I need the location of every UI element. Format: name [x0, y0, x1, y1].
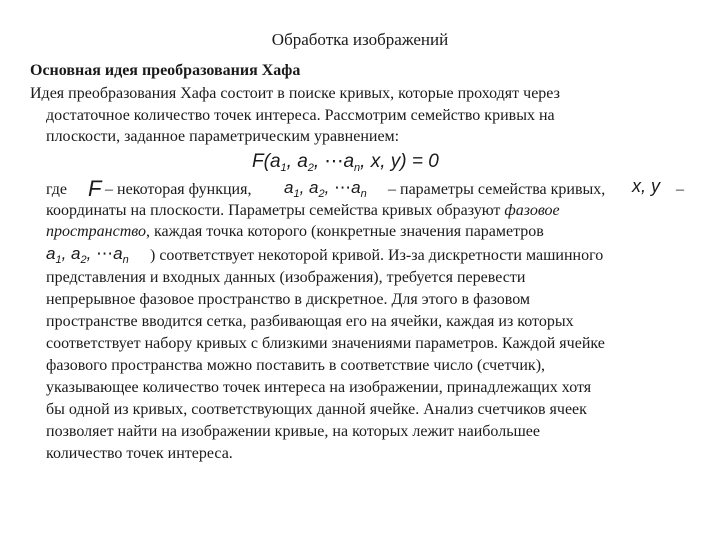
body-line-fragment: –	[676, 181, 684, 198]
body-line: указывающее количество точек интереса на изображении, принадлежащих хотя	[46, 379, 592, 396]
slide-title: Обработка изображений	[271, 30, 449, 49]
term-phase: фазовое	[504, 202, 560, 219]
body-line: представления и входных данных (изображения), требуется перевести	[46, 269, 526, 286]
section-heading: Основная идея преобразования Хафа	[30, 62, 301, 79]
parametric-equation: $F(a_1$, $a_2$, $\cdots a_n$, x, y) = 0	[252, 151, 439, 174]
body-line: бы одной из кривых, соответствующих данной ячейке. Анализ счетчиков ячеек	[46, 401, 587, 418]
body-line: непрерывное фазовое пространство в дискретное. Для этого в фазовом	[46, 291, 531, 308]
body-line: пространство, каждая точка которого (конкретные значения параметров	[46, 223, 544, 240]
body-line-fragment: – параметры семейства кривых,	[388, 181, 606, 198]
body-line: количество точек интереса.	[46, 445, 233, 462]
body-line: Идея преобразования Хафа состоит в поиске кривых, которые проходят через	[30, 85, 560, 102]
body-line: координаты на плоскости. Параметры семейства кривых образуют фазовое	[46, 202, 560, 219]
term-space: пространство	[46, 223, 146, 240]
body-line: ) соответствует некоторой кривой. Из-за дискретности машинного	[150, 247, 604, 264]
body-line-fragment: – некоторая функция,	[105, 181, 252, 198]
body-line: достаточное количество точек интереса. Рассмотрим семейство кривых на	[46, 107, 555, 124]
function-symbol: F	[88, 176, 102, 201]
body-line: фазового пространства можно поставить в соответствие число (счетчик),	[46, 357, 546, 374]
body-line-where: где	[46, 181, 68, 198]
body-line: плоскости, заданное параметрическим уравнением:	[46, 128, 400, 145]
body-line: соответствует набору кривых с близкими значениями параметров. Каждой ячейке	[46, 335, 605, 352]
body-line: позволяет найти на изображении кривые, на которых лежит наибольшее	[46, 423, 541, 440]
parameters-symbol: $a_1$, $a_2$, $\cdots a_n$	[284, 178, 367, 200]
parameters-symbol: $a_1$, $a_2$, $\cdots a_n$	[46, 244, 129, 266]
coordinates-symbol: x, y	[632, 176, 661, 196]
body-line: пространстве вводится сетка, разбивающая его на ячейки, каждая из которых	[46, 313, 574, 330]
